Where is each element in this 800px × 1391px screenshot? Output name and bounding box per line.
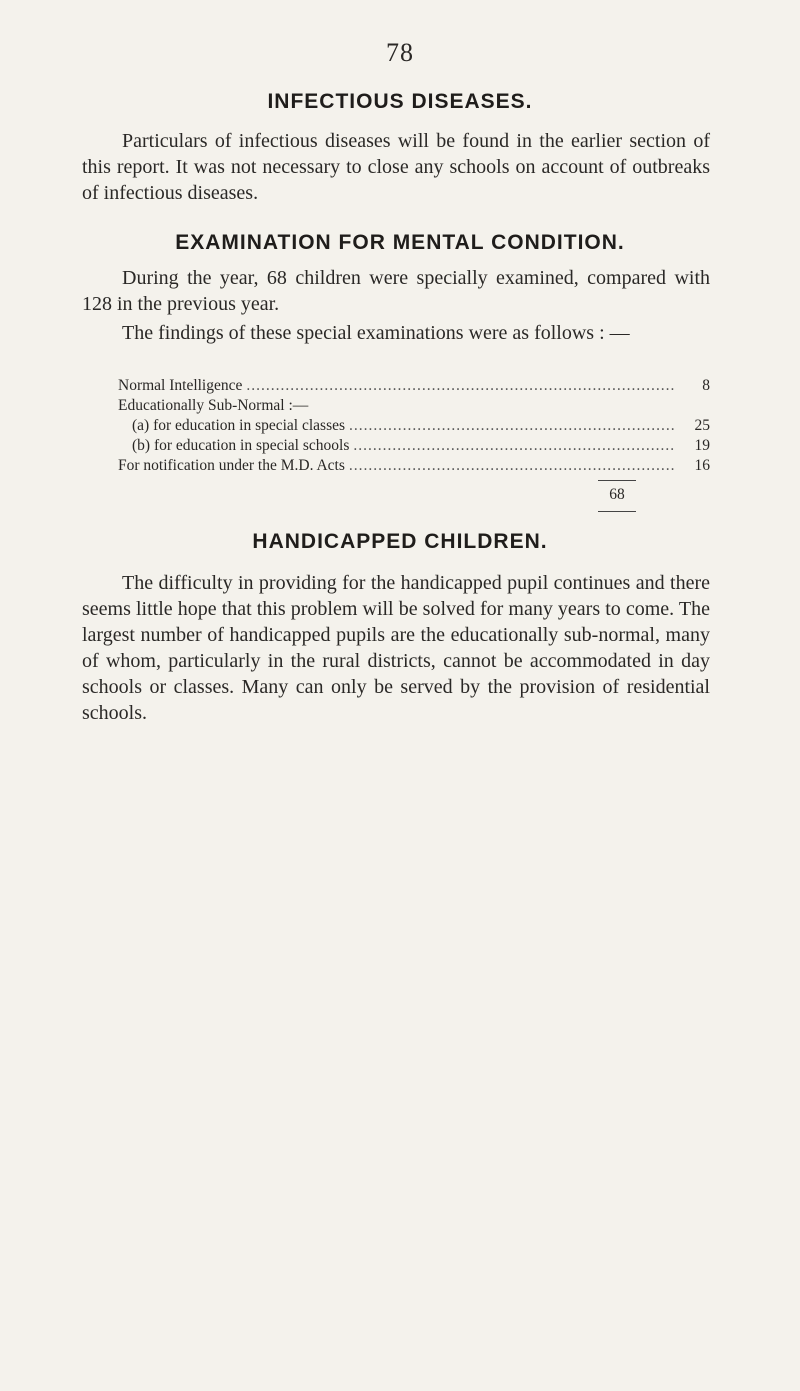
- leader-dots: [353, 436, 674, 456]
- section-heading-infectious-diseases: INFECTIOUS DISEASES.: [267, 90, 533, 113]
- row-label: Normal Intelligence: [118, 377, 243, 394]
- row-value: 8: [702, 377, 710, 394]
- paragraph-infectious-diseases: Particulars of infectious diseases will be found in the earlier section of this report. It was not necessary to close any schools on account of outbreaks of infectious diseases.: [82, 130, 710, 204]
- findings-table: [118, 376, 710, 476]
- page-number: 78: [386, 38, 414, 67]
- total-rule-bottom: [598, 511, 636, 512]
- row-label: Educationally Sub-Normal :—: [118, 397, 309, 414]
- paragraph-findings-intro: The findings of these special examinations were as follows : —: [122, 322, 630, 344]
- row-label: For notification under the M.D. Acts: [118, 457, 345, 474]
- table-row: [118, 376, 710, 396]
- leader-dots: [349, 456, 674, 476]
- paragraph-handicapped-children: The difficulty in providing for the handicapped pupil continues and there seems little hope that this problem will be solved for many years to come. The largest number of handicapped pupils are the educationally sub-normal, many of whom, particularly in the rural districts, cannot be accommodated in day schools or classes. Many can only be served by the provision of residential schools.: [82, 572, 710, 724]
- table-row: [118, 416, 710, 436]
- leader-dots: [246, 376, 674, 396]
- row-value: 25: [694, 417, 710, 434]
- row-value: 16: [694, 457, 710, 474]
- section-heading-handicapped-children: HANDICAPPED CHILDREN.: [252, 530, 548, 553]
- leader-dots: [349, 416, 674, 436]
- table-row: [118, 436, 710, 456]
- table-row: [118, 396, 710, 416]
- table-total: 68: [609, 486, 625, 503]
- table-row: [118, 456, 710, 476]
- paragraph-mental-examined: During the year, 68 children were specially examined, compared with 128 in the previous year.: [82, 267, 710, 315]
- row-label: (a) for education in special classes: [132, 417, 346, 434]
- total-rule-top: [598, 480, 636, 481]
- row-value: 19: [694, 437, 710, 454]
- row-label: (b) for education in special schools: [132, 437, 350, 454]
- section-heading-mental-condition: EXAMINATION FOR MENTAL CONDITION.: [175, 231, 625, 254]
